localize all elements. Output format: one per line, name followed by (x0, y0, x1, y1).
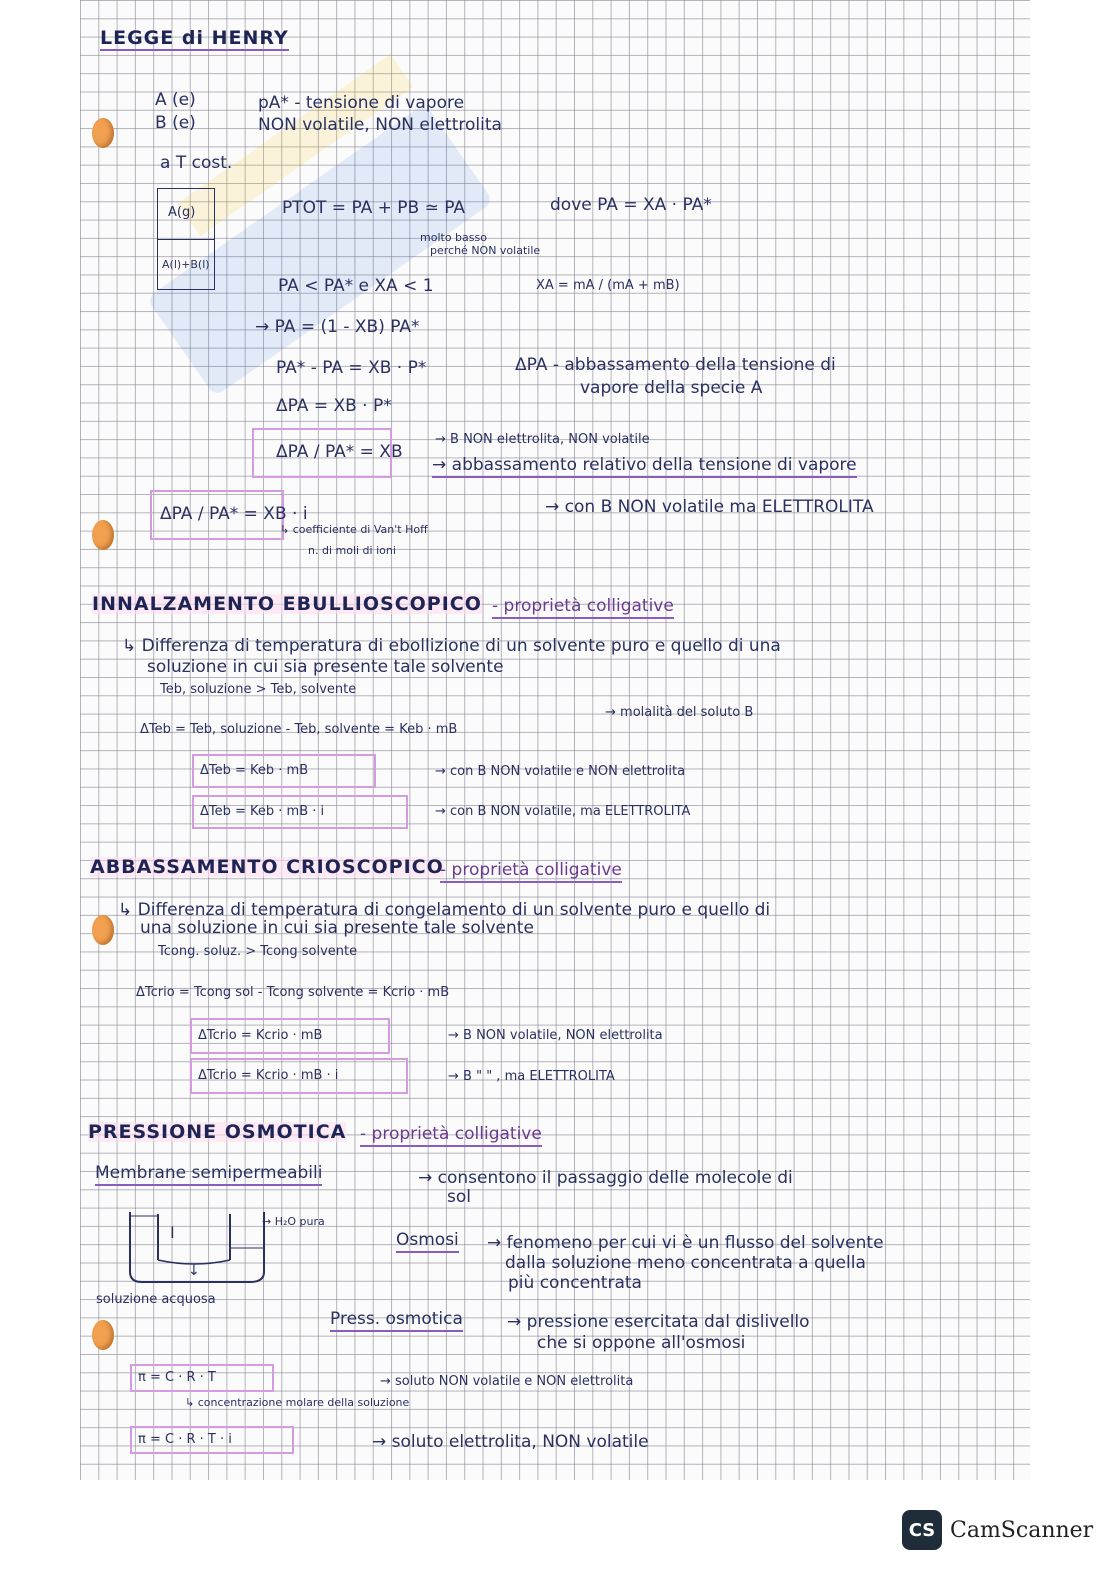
beaker-label: soluzione acquosa (96, 1292, 216, 1307)
boxed-eq-ebu-2 (192, 795, 408, 829)
punch-hole (92, 1320, 114, 1350)
beaker-diagram (118, 1200, 278, 1295)
osmo-box1: π = C · R · T (138, 1370, 216, 1385)
dove-eq: dove PA = XA · PA* (550, 195, 712, 215)
brand-name: CamScanner (950, 1517, 1094, 1543)
osmo-note2: → soluto elettrolita, NON volatile (372, 1432, 649, 1452)
osmosi-label: Osmosi (396, 1230, 459, 1253)
delta-pa-def: ΔPA - abbassamento della tensione di (515, 355, 836, 375)
press-label: Press. osmotica (330, 1309, 463, 1332)
boxed-eq-ebu-1 (192, 754, 376, 788)
svg-text:↓: ↓ (188, 1263, 200, 1279)
crio-eq: ΔTcrio = Tcong sol - Tcong solvente = Kcrio · mB (136, 985, 450, 1000)
ineq-pa: PA < PA* e XA < 1 (278, 276, 434, 296)
vant-1: ↳ coefficiente di Van't Hoff (280, 523, 428, 536)
note-b2: → abbassamento relativo della tensione di vapore (432, 455, 857, 478)
section-title-crio: ABBASSAMENTO CRIOSCOPICO (90, 856, 444, 878)
cs-badge-icon: CS (902, 1510, 942, 1550)
svg-text:I: I (170, 1223, 175, 1242)
ebu-molal: → molalità del soluto B (605, 705, 754, 720)
crio-box2: ΔTcrio = Kcrio · mB · i (198, 1068, 339, 1083)
section-title-osmo: PRESSIONE OSMOTICA (88, 1121, 347, 1143)
tank-diagram (157, 188, 215, 290)
boxed-eq-crio-2 (190, 1058, 408, 1094)
crio-desc-1: ↳ Differenza di temperatura di congelamento di un solvente puro e quello di (118, 900, 771, 920)
osmosi-def-2: dalla soluzione meno concentrata a quella (505, 1253, 866, 1273)
label-a: A (e) (155, 90, 196, 110)
punch-hole (92, 520, 114, 550)
b-desc: NON volatile, NON elettrolita (258, 115, 502, 135)
boxed-eq-osmo-1 (130, 1364, 274, 1392)
punch-hole (92, 915, 114, 945)
ebu-box2: ΔTeb = Keb · mB · i (200, 804, 325, 819)
section-title-ebu: INNALZAMENTO EBULLIOSCOPICO (92, 593, 482, 615)
boxed-eq-osmo-2 (130, 1426, 294, 1454)
camscanner-logo (902, 1510, 1093, 1550)
press-def-1: → pressione esercitata dal dislivello (507, 1312, 810, 1332)
ptot-eq: PTOT = PA + PB ≃ PA (282, 198, 466, 218)
osmo-note1: → soluto NON volatile e NON elettrolita (380, 1374, 634, 1389)
membrane-note-1: → consentono il passaggio delle molecole di (418, 1168, 793, 1188)
ebu-box1: ΔTeb = Keb · mB (200, 763, 309, 778)
membrane-note-2: sol (447, 1187, 471, 1207)
xa-eq: XA = mA / (mA + mB) (536, 278, 680, 293)
vant-2: n. di moli di ioni (308, 544, 396, 557)
ebu-desc-2: soluzione in cui sia presente tale solvente (147, 657, 504, 677)
ebu-ineq: Teb, soluzione > Teb, solvente (160, 682, 357, 697)
crio-ineq: Tcong. soluz. > Tcong solvente (158, 944, 358, 959)
tank-bottom-label: A(l)+B(l) (162, 258, 210, 271)
crio-desc-2: una soluzione in cui sia presente tale solvente (140, 918, 534, 938)
boxed-eq-henry (252, 428, 403, 478)
ebu-note1: → con B NON volatile e NON elettrolita (435, 764, 686, 779)
crio-note2: → B " " , ma ELETTROLITA (448, 1069, 615, 1084)
eq-1: → PA = (1 - XB) PA* (255, 317, 420, 337)
pb-note-2: perché NON volatile (430, 244, 541, 257)
h2o-label: → H₂O pura (262, 1215, 325, 1228)
membrane-label: Membrane semipermeabili (95, 1163, 322, 1186)
crio-box1: ΔTcrio = Kcrio · mB (198, 1028, 323, 1043)
pb-note-1: molto basso (420, 231, 487, 244)
section-subtitle-osmo: - proprietà colligative (360, 1124, 542, 1147)
section-subtitle-crio: - proprietà colligative (440, 860, 622, 883)
osmosi-def-3: più concentrata (508, 1273, 642, 1293)
eq-2: PA* - PA = XB · P* (276, 358, 427, 378)
ebu-eq: ΔTeb = Teb, soluzione - Teb, solvente = Keb · mB (140, 722, 458, 737)
crio-note1: → B NON volatile, NON elettrolita (448, 1028, 663, 1043)
note-b1: → B NON elettrolita, NON volatile (435, 432, 650, 447)
pa-star-def: pA* - tensione di vapore (258, 93, 465, 113)
eq-3: ΔPA = XB · P* (276, 396, 392, 416)
osmosi-def-1: → fenomeno per cui vi è un flusso del solvente (487, 1233, 884, 1253)
punch-hole (92, 118, 114, 148)
delta-pa-def-2: vapore della specie A (580, 378, 763, 398)
boxed-eq-henry-2 (150, 490, 308, 540)
ebu-note2: → con B NON volatile, ma ELETTROLITA (435, 804, 691, 819)
ebu-desc-1: ↳ Differenza di temperatura di ebollizione di un solvente puro e quello di una (122, 636, 781, 656)
section-subtitle-ebu: - proprietà colligative (492, 596, 674, 619)
note-b3: → con B NON volatile ma ELETTROLITA (545, 497, 874, 517)
boxed-eq-crio-1 (190, 1018, 390, 1054)
press-def-2: che si oppone all'osmosi (537, 1333, 746, 1353)
boxed-text-2: ΔPA / PA* = XB · i (160, 504, 308, 524)
boxed-text: ΔPA / PA* = XB (276, 442, 403, 462)
osmo-box2: π = C · R · T · i (138, 1432, 232, 1447)
tank-top-label: A(g) (168, 205, 196, 220)
conc-note: ↳ concentrazione molare della soluzione (185, 1396, 410, 1409)
section-title-henry: LEGGE di HENRY (100, 27, 289, 49)
const-temp: a T cost. (160, 153, 233, 173)
label-b: B (e) (155, 113, 196, 133)
